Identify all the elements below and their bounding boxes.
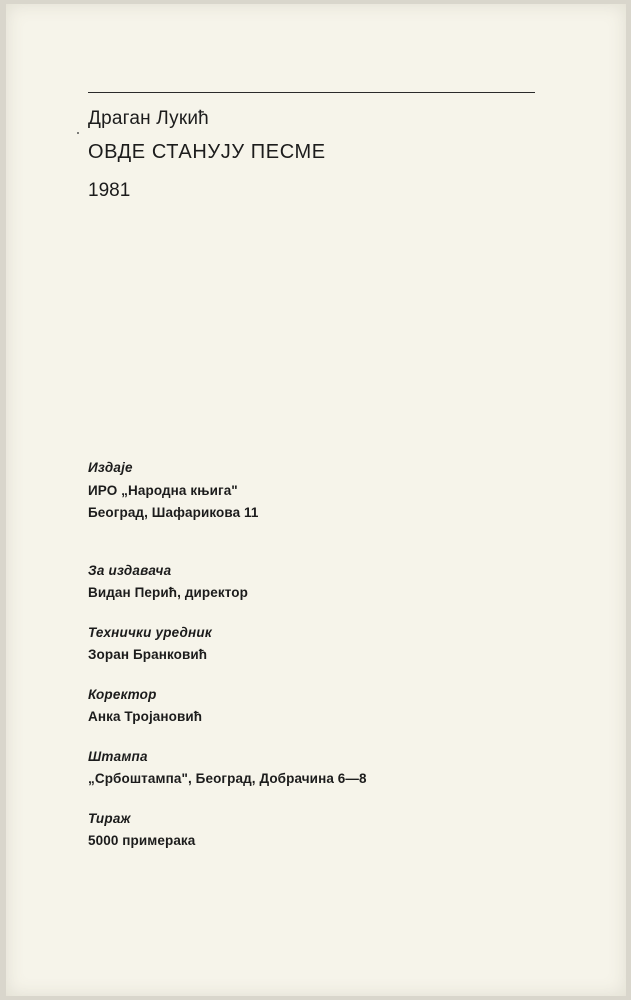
proofreader-name: Анка Тројановић — [88, 709, 203, 724]
colophon-printing — [88, 749, 367, 788]
proofreader-label: Коректор — [88, 687, 157, 702]
book-page — [6, 4, 626, 996]
publisher-name: ИРО „Народна књига" — [88, 483, 238, 498]
colophon-technical-editor — [88, 625, 367, 664]
book-year: 1981 — [88, 180, 131, 201]
top-rule-divider — [88, 92, 535, 93]
for-publisher-label: За издавача — [88, 563, 172, 578]
colophon-print-run — [88, 811, 367, 850]
colophon — [88, 460, 367, 873]
book-author: Драган Лукић — [88, 108, 209, 129]
colophon-for-publisher — [88, 563, 367, 602]
book-title: ОВДЕ СТАНУЈУ ПЕСМЕ — [88, 141, 326, 163]
print-run-label: Тираж — [88, 811, 131, 826]
printing-house: „Србоштампа", Београд, Добрачина 6—8 — [88, 771, 367, 786]
printing-label: Штампа — [88, 749, 148, 764]
technical-editor-label: Технички уредник — [88, 625, 212, 640]
colophon-proofreader — [88, 687, 367, 726]
publisher-address: Београд, Шафарикова 11 — [88, 505, 259, 520]
for-publisher-name: Видан Перић, директор — [88, 585, 248, 600]
colophon-publisher — [88, 460, 367, 522]
publisher-label: Издаје — [88, 460, 133, 475]
technical-editor-name: Зоран Бранковић — [88, 647, 208, 662]
print-run-count: 5000 примерака — [88, 833, 196, 848]
title-block — [88, 108, 326, 202]
speck-mark — [77, 132, 79, 134]
